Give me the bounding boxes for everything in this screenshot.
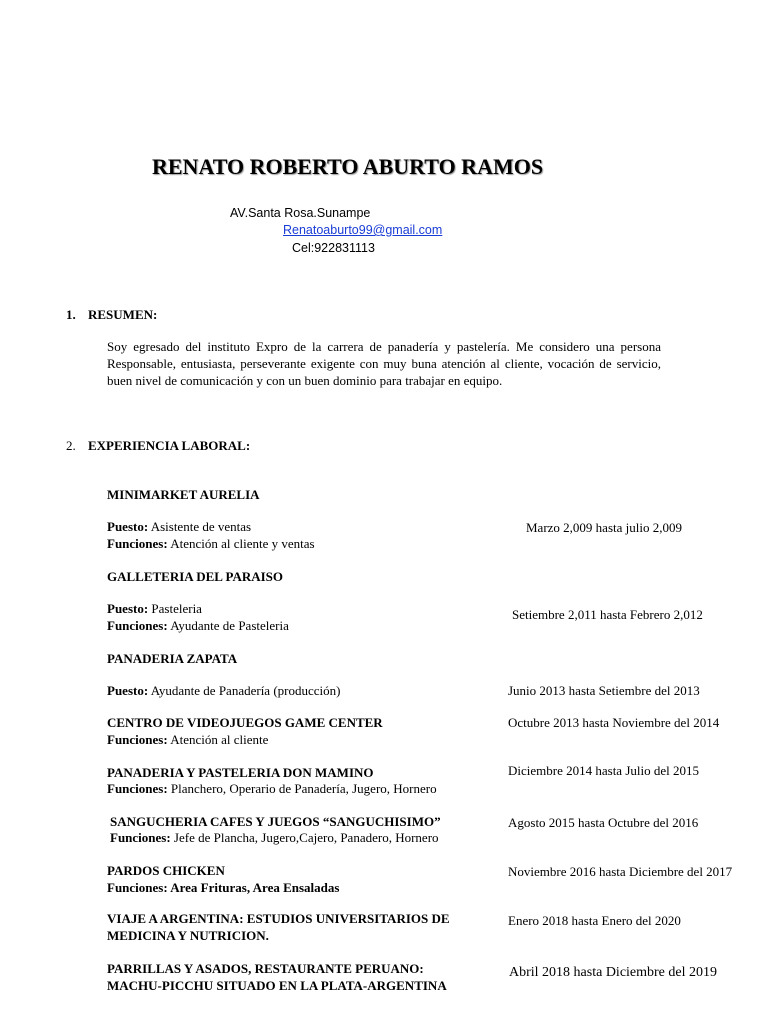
- value: Ayudante de Panadería (producción): [148, 683, 341, 698]
- job-company: MINIMARKET AURELIA: [107, 487, 260, 502]
- job-dates: Junio 2013 hasta Setiembre del 2013: [508, 683, 700, 698]
- job-dates: Octubre 2013 hasta Noviembre del 2014: [508, 715, 720, 730]
- candidate-name: RENATO ROBERTO ABURTO RAMOS: [152, 154, 544, 179]
- job-funciones: [107, 880, 339, 896]
- label: Funciones:: [107, 618, 168, 633]
- job-company-line1: VIAJE A ARGENTINA: ESTUDIOS UNIVERSITARIOS DE: [107, 911, 450, 926]
- job-funciones: [110, 830, 439, 846]
- job-funciones: [107, 732, 268, 748]
- address: AV.Santa Rosa.Sunampe: [230, 206, 371, 220]
- job-company: PARDOS CHICKEN: [107, 863, 225, 878]
- label: Puesto:: [107, 683, 149, 698]
- job-company: CENTRO DE VIDEOJUEGOS GAME CENTER: [107, 715, 383, 730]
- value: Ayudante de Pasteleria: [167, 618, 289, 633]
- section-experiencia-heading: [66, 438, 250, 454]
- job-puesto: [107, 601, 202, 617]
- job-company: GALLETERIA DEL PARAISO: [107, 569, 284, 584]
- value: Atención al cliente: [167, 732, 269, 747]
- job-dates: Noviembre 2016 hasta Diciembre del 2017: [508, 864, 733, 879]
- job-funciones: [107, 781, 437, 797]
- label: Puesto:: [107, 601, 149, 616]
- job-dates: Setiembre 2,011 hasta Febrero 2,012: [512, 607, 703, 622]
- job-funciones: [107, 536, 315, 552]
- job-dates: Agosto 2015 hasta Octubre del 2016: [508, 815, 699, 830]
- value: Pasteleria: [148, 601, 202, 616]
- job-dates: Abril 2018 hasta Diciembre del 2019: [509, 965, 718, 980]
- phone: Cel:922831113: [292, 241, 375, 255]
- label: Funciones:: [107, 781, 168, 796]
- job-company-line2: MACHU-PICCHU SITUADO EN LA PLATA-ARGENTINA: [107, 978, 447, 993]
- job-company-line1: PARRILLAS Y ASADOS, RESTAURANTE PERUANO:: [107, 961, 424, 976]
- section-number: 2.: [66, 438, 76, 453]
- section-title: EXPERIENCIA LABORAL:: [88, 438, 251, 453]
- job-company: SANGUCHERIA CAFES Y JUEGOS “SANGUCHISIMO”: [110, 814, 441, 829]
- job-company: PANADERIA ZAPATA: [107, 651, 238, 666]
- job-dates: Diciembre 2014 hasta Julio del 2015: [508, 763, 699, 778]
- job-dates: Marzo 2,009 hasta julio 2,009: [526, 520, 682, 535]
- section-resumen-heading: [66, 307, 157, 323]
- job-puesto: [107, 519, 251, 535]
- value: Planchero, Operario de Panadería, Jugero, Hornero: [167, 781, 437, 796]
- label: Puesto:: [107, 519, 149, 534]
- label: Funciones:: [107, 732, 168, 747]
- job-dates: Enero 2018 hasta Enero del 2020: [508, 913, 681, 928]
- value: Jefe de Plancha, Jugero,Cajero, Panadero, Hornero: [170, 830, 439, 845]
- value: Area Frituras, Area Ensaladas: [167, 880, 340, 895]
- value: Asistente de ventas: [148, 519, 252, 534]
- label: Funciones:: [107, 536, 168, 551]
- section-number: 1.: [66, 307, 76, 322]
- job-company-line2: MEDICINA Y NUTRICION.: [107, 928, 269, 943]
- email-link[interactable]: Renatoaburto99@gmail.com: [283, 223, 443, 237]
- job-funciones: [107, 618, 289, 634]
- job-company: PANADERIA Y PASTELERIA DON MAMINO: [107, 765, 374, 780]
- label: Funciones:: [107, 880, 168, 895]
- job-puesto: [107, 683, 340, 699]
- label: Funciones:: [110, 830, 171, 845]
- resumen-paragraph: Soy egresado del instituto Expro de la carrera de panadería y pastelería. Me considero una persona Responsable, entusiasta, perseverante exigente con muy buna atención al cliente, vocación de servicio, buen nivel de comunicación y con un buen dominio para trabajar en equipo.: [107, 339, 661, 388]
- value: Atención al cliente y ventas: [167, 536, 315, 551]
- section-title: RESUMEN:: [88, 307, 158, 322]
